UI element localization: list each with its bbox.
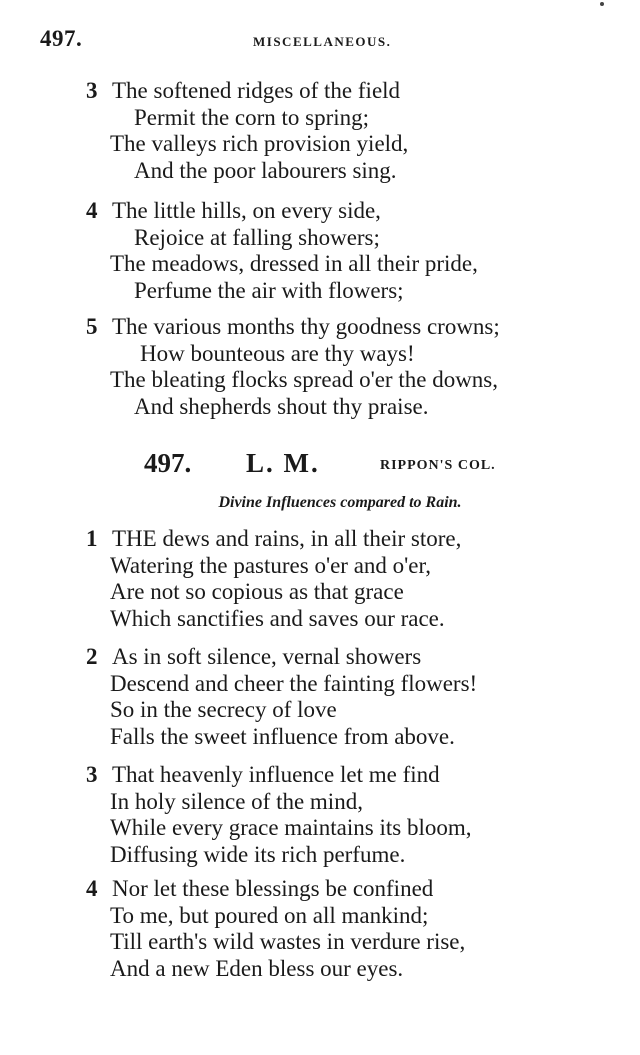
verse-line: And a new Eden bless our eyes. [110,955,404,981]
verse-number: 4 [86,198,98,223]
hymn-verse-4 [86,876,606,982]
verse-line: Permit the corn to spring; [134,104,370,130]
verse-line: And shepherds shout thy praise. [134,393,429,419]
verse-number: 4 [86,876,98,901]
verse-line: Watering the pastures o'er and o'er, [110,552,432,578]
verse-line: 4 The little hills, on every side, [86,198,381,223]
verse-line: 1 THE dews and rains, in all their store, [86,526,462,551]
verse-number: 3 [86,762,98,787]
verse-line: Diffusing wide its rich perfume. [110,841,406,867]
hymn-verse-1 [86,526,606,632]
verse-number: 3 [86,78,98,103]
verse-line: The meadows, dressed in all their pride, [110,251,478,276]
initial-word: THE [112,526,157,551]
prev-verse-3 [86,78,606,184]
verse-line: And the poor labourers sing. [134,157,397,183]
prev-verse-4 [86,198,606,304]
verse-line: In holy silence of the mind, [110,788,363,814]
verse-number: 5 [86,314,98,339]
section-title: MISCELLANEOUS. [253,34,392,49]
verse-line: Till earth's wild wastes in verdure rise, [110,929,466,954]
verse-line: The valleys rich provision yield, [110,131,409,156]
verse-line: 5 The various months thy goodness crowns; [86,314,500,339]
verse-line: The bleating flocks spread o'er the downs, [110,367,499,392]
verse-number: 1 [86,526,98,551]
verse-number: 2 [86,644,98,669]
verse-line: Falls the sweet influence from above. [110,723,455,749]
verse-line: So in the secrecy of love [110,697,337,722]
verse-line: To me, but poured on all mankind; [110,902,429,928]
verse-line: Are not so copious as that grace [110,579,404,604]
hymn-verse-3 [86,762,606,868]
hymn-meter: L. M. [246,448,320,478]
hymn-source: RIPPON'S COL. [380,458,496,473]
verse-line: Descend and cheer the fainting flowers! [110,670,478,696]
hymn-title: Divine Influences compared to Rain. [218,494,462,511]
verse-line: While every grace maintains its bloom, [110,815,472,840]
verse-line: 4 Nor let these blessings be confined [86,876,434,901]
hymn-verse-2 [86,644,606,750]
verse-line: Rejoice at falling showers; [134,224,380,250]
verse-line: 3 The softened ridges of the field [86,78,401,103]
hymn-number: 497. [144,448,192,478]
verse-line: Which sanctifies and saves our race. [110,605,445,631]
verse-line: How bounteous are thy ways! [140,340,415,366]
hymn-heading [0,448,640,484]
ink-speck [600,2,604,6]
verse-line: 3 That heavenly influence let me find [86,762,440,787]
verse-line: 2 As in soft silence, vernal showers [86,644,422,669]
page-number: 497. [40,26,83,51]
prev-verse-5 [86,314,606,420]
verse-line: Perfume the air with flowers; [134,277,404,303]
running-head [40,26,600,56]
